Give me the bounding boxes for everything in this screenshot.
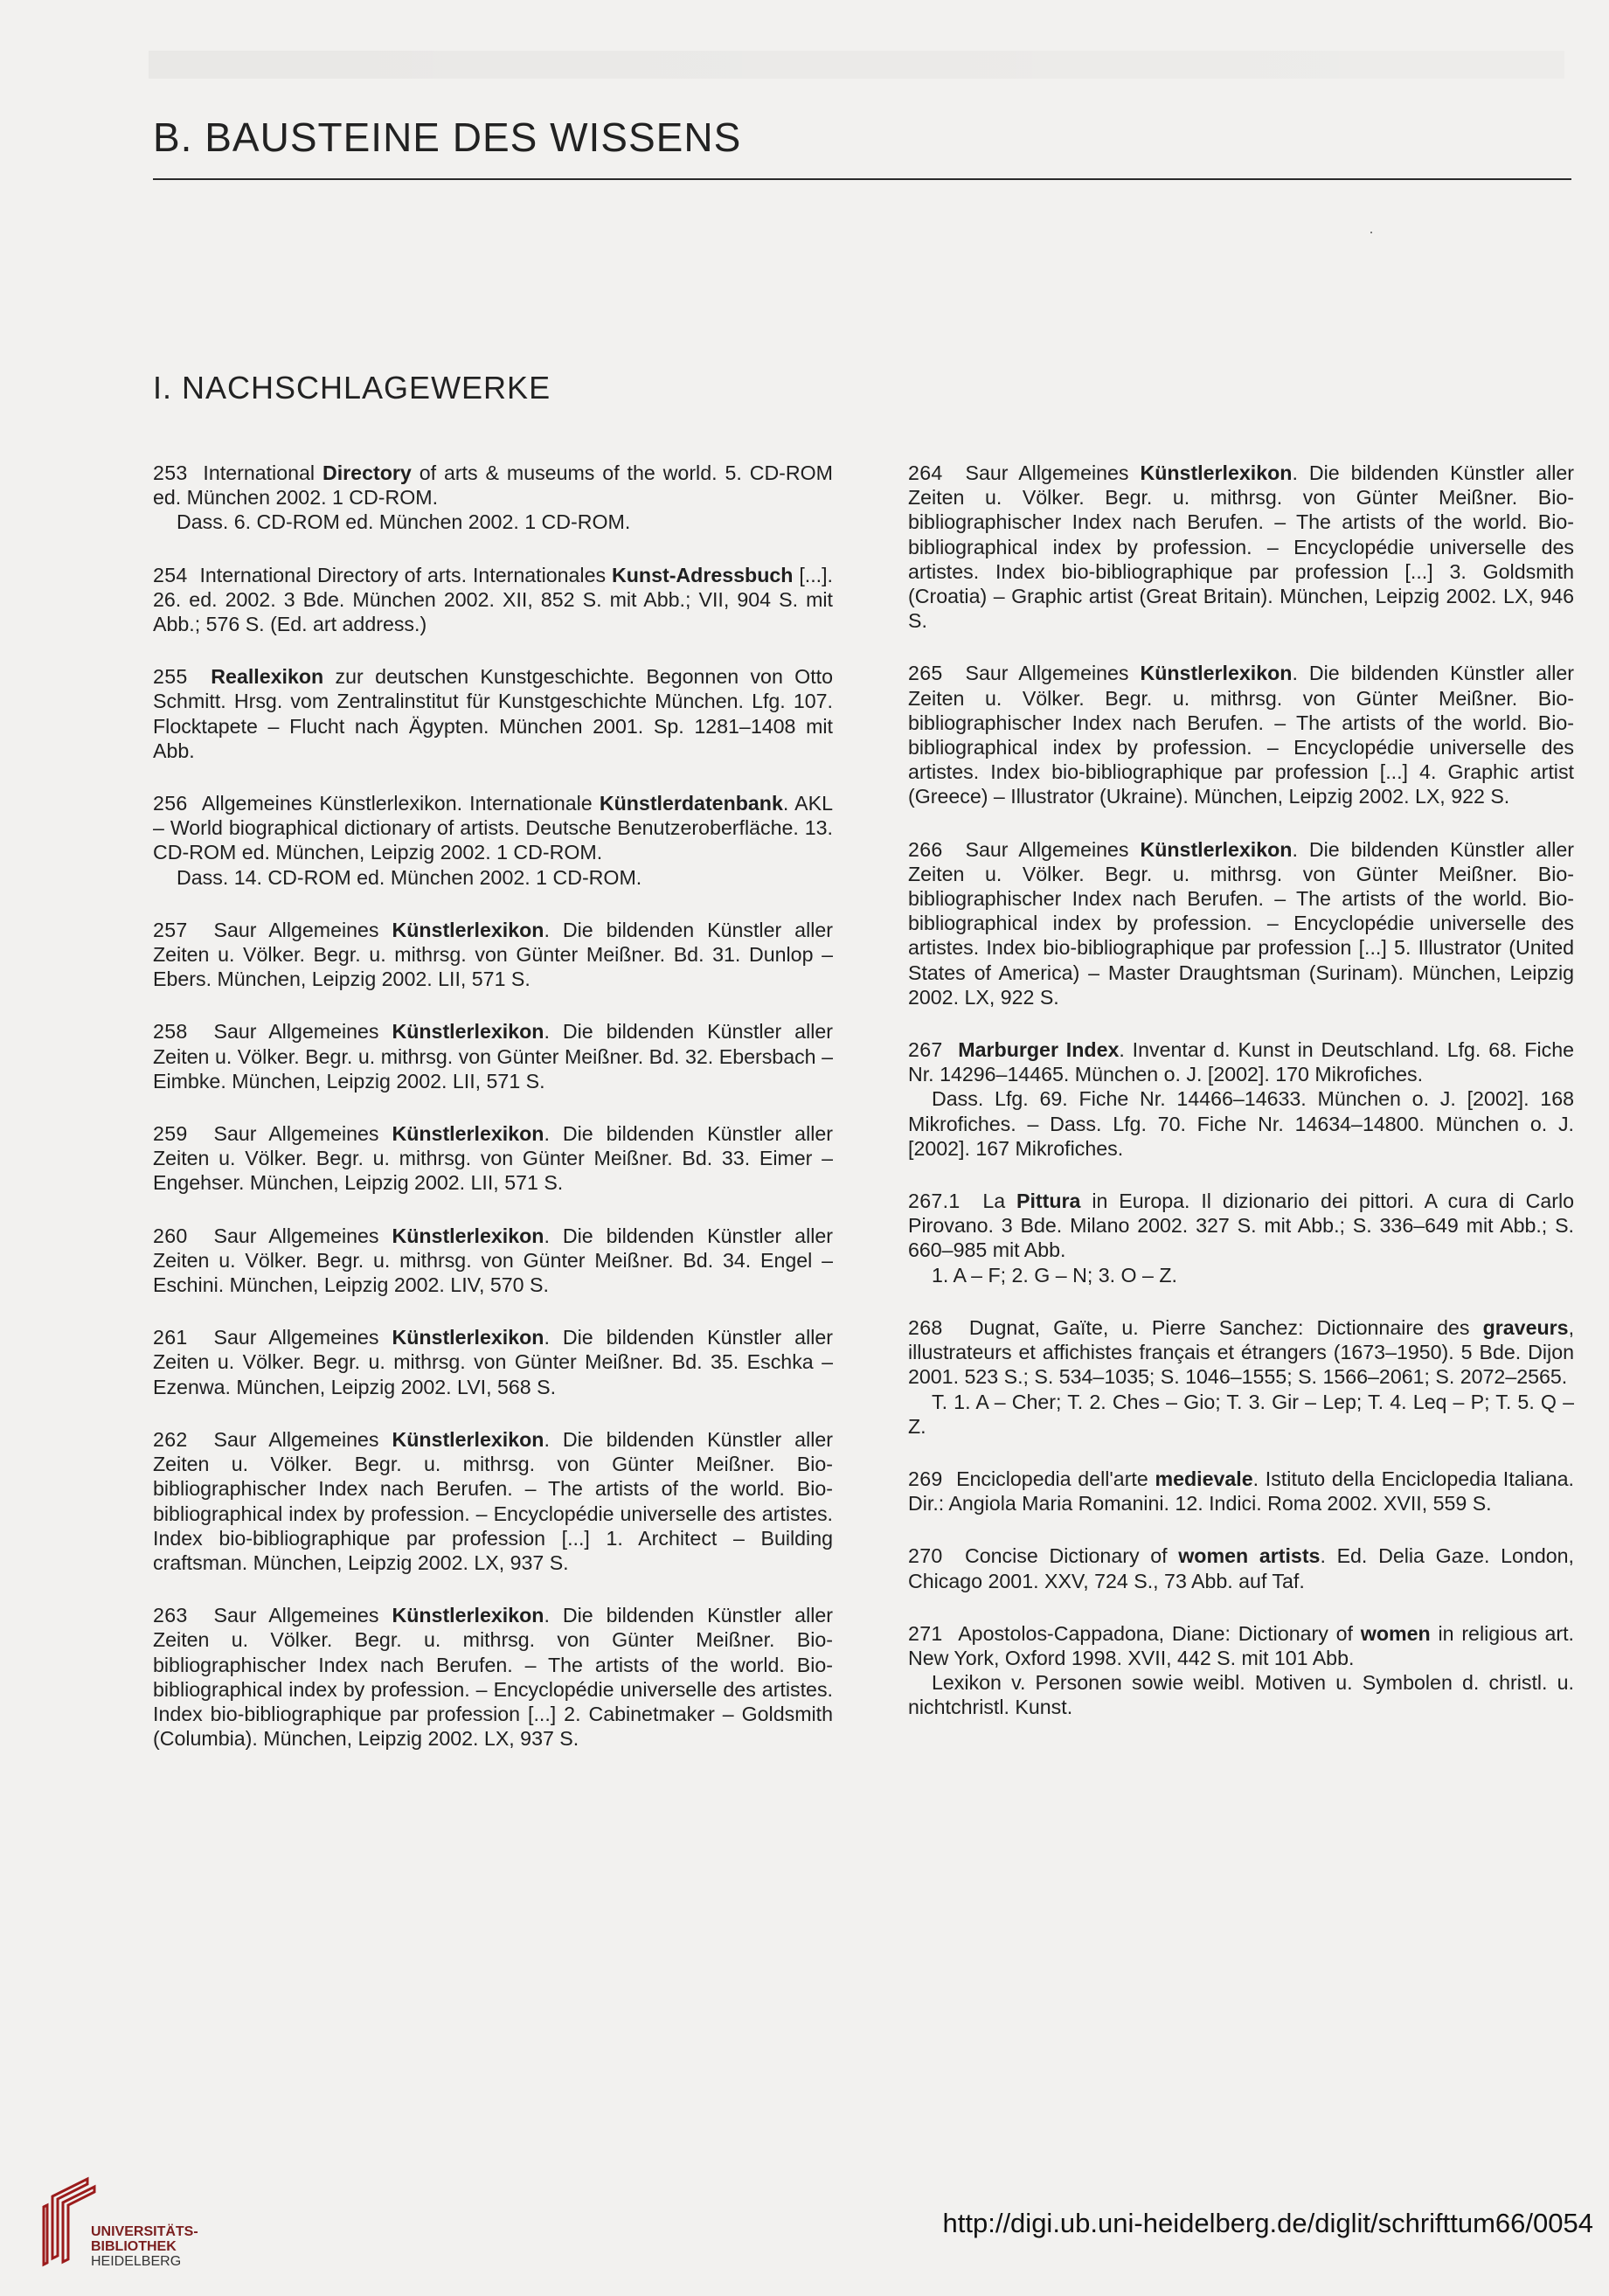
library-line2: BIBLIOTHEK xyxy=(91,2239,177,2254)
entry-number: 262 xyxy=(153,1427,188,1451)
entry-details: . Die bildenden Künstler aller Zeiten u. Völker. Begr. u. mithrsg. von Günter Meißner. Bd. 35. Eschka – Ezenwa. München, Leipzig 2002. LVI, 568 S. xyxy=(153,1326,833,1398)
entry-number: 270 xyxy=(908,1544,943,1568)
entry-number: 261 xyxy=(153,1326,188,1349)
entry-text xyxy=(908,837,1574,1009)
entry-number: 259 xyxy=(153,1122,188,1146)
entry-number: 266 xyxy=(908,837,943,861)
entry-details: . Istituto della Enciclopedia Italiana. Dir.: Angiola Maria Romanini. 12. Indici. Roma 2002. XVII, 559 S. xyxy=(908,1467,1574,1516)
entry-continuation: Dass. Lfg. 69. Fiche Nr. 14466–14633. München o. J. [2002]. 168 Mikrofiches. – Dass. Lfg. 70. Fiche Nr. 14634–14800. München o. J. [2002]. 167 Mikrofiches. xyxy=(908,1087,1574,1160)
entry-number: 253 xyxy=(153,461,188,484)
entry-details: . Ed. Delia Gaze. London, Chicago 2001. XXV, 724 S., 73 Abb. auf Taf. xyxy=(908,1544,1574,1592)
entry-continuation: 1. A – F; 2. G – N; 3. O – Z. xyxy=(932,1263,1177,1287)
section-title: I. NACHSCHLAGEWERKE xyxy=(153,370,551,406)
entry-details: . Die bildenden Künstler aller Zeiten u. Völker. Begr. u. mithrsg. von Günter Meißner. Bio-bibliographischer Index nach Berufen. – The artists of the world. Bio-bibliographical index by profession. – Encyclopédie universelle des artistes. Index bio-bibliographique par profession [...] 1. Architect – Building craftsman. München, Leipzig 2002. LX, 937 S. xyxy=(153,1427,833,1574)
entry-prefix: Allgemeines Künstlerlexikon. Internationale xyxy=(201,792,600,815)
entry-prefix: Apostolos-Cappadona, Diane: Dictionary of xyxy=(958,1621,1361,1645)
entry-keyword: Künstlerlexikon xyxy=(1140,461,1293,484)
entry-text xyxy=(153,1121,833,1196)
bibliography-entry xyxy=(908,1467,1574,1516)
entry-text xyxy=(153,664,833,763)
entry-details: . Die bildenden Künstler aller Zeiten u. Völker. Begr. u. mithrsg. von Günter Meißner. Bd. 34. Engel – Eschini. München, Leipzig 2002. LIV, 570 S. xyxy=(153,1224,833,1297)
entry-number: 263 xyxy=(153,1604,188,1627)
entry-details: . Die bildenden Künstler aller Zeiten u. Völker. Begr. u. mithrsg. von Günter Meißner. Bd. 33. Eimer – Engehser. München, Leipzig 2002. LII, 571 S. xyxy=(153,1122,833,1195)
entry-number: 255 xyxy=(153,665,188,689)
library-line3: HEIDELBERG xyxy=(91,2254,182,2269)
entry-text xyxy=(908,1189,1574,1263)
entry-number: 269 xyxy=(908,1467,943,1490)
entry-number: 257 xyxy=(153,918,188,941)
bibliography-entry xyxy=(153,1427,833,1575)
bibliography-entry xyxy=(908,1315,1574,1439)
entry-keyword: Künstlerlexikon xyxy=(1140,837,1293,861)
bibliography-entry xyxy=(153,918,833,992)
bibliography-entry xyxy=(908,1543,1574,1592)
entry-number: 258 xyxy=(153,1020,188,1044)
entry-text xyxy=(153,461,833,510)
bibliography-entry xyxy=(153,664,833,763)
entry-prefix: International Directory of arts. Internationales xyxy=(199,563,612,586)
entry-number: 267.1 xyxy=(908,1190,961,1213)
bibliography-entry xyxy=(153,1603,833,1751)
entry-text xyxy=(908,1037,1574,1086)
bibliography-entry xyxy=(908,837,1574,1009)
speck xyxy=(1370,232,1372,233)
entry-text xyxy=(153,791,833,865)
entry-prefix: Saur Allgemeines xyxy=(965,837,1141,861)
entry-details: . Die bildenden Künstler aller Zeiten u. Völker. Begr. u. mithrsg. von Günter Meißner. Bio-bibliographischer Index nach Berufen. – The artists of the world. Bio-bibliographical index by profession. – Encyclopédie universelle des artistes. Index bio-bibliographique par profession [...] 5. Illustrator (United States of America) – Master Draughtsman (Surinam). München, Leipzig 2002. LX, 922 S. xyxy=(908,837,1574,1009)
title-rule xyxy=(153,178,1571,180)
entry-keyword: Künstlerdatenbank xyxy=(599,792,783,815)
entry-prefix: Saur Allgemeines xyxy=(213,1604,392,1627)
entry-number: 268 xyxy=(908,1315,943,1339)
entry-prefix: Saur Allgemeines xyxy=(213,1020,392,1044)
entry-prefix: Saur Allgemeines xyxy=(213,1326,392,1349)
left-column xyxy=(153,461,833,1779)
bibliography-entry xyxy=(153,1121,833,1196)
entry-continuation: Lexikon v. Personen sowie weibl. Motiven u. Symbolen d. christl. u. nichtchristl. Kunst. xyxy=(908,1671,1574,1719)
entry-keyword: Künstlerlexikon xyxy=(392,1604,544,1627)
entry-prefix: International xyxy=(203,461,322,484)
bibliography-entry xyxy=(908,1621,1574,1720)
entry-keyword: Künstlerlexikon xyxy=(392,1326,544,1349)
entry-prefix: Saur Allgemeines xyxy=(213,1427,392,1451)
entry-keyword: Künstlerlexikon xyxy=(392,1427,544,1451)
entry-prefix: La xyxy=(982,1190,1016,1213)
entry-continuation: T. 1. A – Cher; T. 2. Ches – Gio; T. 3. Gir – Lep; T. 4. Leq – P; T. 5. Q – Z. xyxy=(908,1390,1574,1438)
entry-prefix: Saur Allgemeines xyxy=(213,1224,392,1247)
bibliography-entry xyxy=(153,791,833,890)
entry-prefix: Dugnat, Gaïte, u. Pierre Sanchez: Dictionnaire des xyxy=(968,1315,1483,1339)
bibliography-entry xyxy=(908,461,1574,633)
entry-details: . Die bildenden Künstler aller Zeiten u. Völker. Begr. u. mithrsg. von Günter Meißner. Bd. 31. Dunlop – Ebers. München, Leipzig 2002. LII, 571 S. xyxy=(153,918,833,991)
entry-keyword: Directory xyxy=(322,461,412,484)
entry-text xyxy=(908,461,1574,633)
entry-details: . AKL – World biographical dictionary of artists. Deutsche Benutzeroberfläche. 13. CD-ROM ed. München, Leipzig 2002. 1 CD-ROM. xyxy=(153,792,833,864)
entry-text xyxy=(908,1543,1574,1592)
entry-text xyxy=(153,1325,833,1399)
entry-number: 265 xyxy=(908,662,943,685)
bibliography-entry xyxy=(153,563,833,637)
entry-number: 256 xyxy=(153,792,188,815)
entry-text xyxy=(908,1621,1574,1670)
entry-number: 260 xyxy=(153,1224,188,1247)
entry-prefix: Enciclopedia dell'arte xyxy=(956,1467,1155,1490)
entry-continuation: Dass. 6. CD-ROM ed. München 2002. 1 CD-ROM. xyxy=(177,510,631,534)
entry-keyword: medievale xyxy=(1155,1467,1253,1490)
entry-details: , illustrateurs et affichistes français et étrangers (1673–1950). 5 Bde. Dijon 2001. 523 S.; S. 534–1035; S. 1046–1555; S. 1566–2061; S. 2072–2565. xyxy=(908,1315,1575,1389)
entry-text xyxy=(153,1427,833,1575)
bibliography-entry xyxy=(908,1037,1574,1161)
entry-number: 267 xyxy=(908,1038,943,1062)
entry-number: 264 xyxy=(908,461,943,484)
entry-details: in religious art. New York, Oxford 1998. XVII, 442 S. mit 101 Abb. xyxy=(908,1621,1574,1669)
right-column xyxy=(908,461,1574,1748)
entry-continuation: Dass. 14. CD-ROM ed. München 2002. 1 CD-ROM. xyxy=(177,865,642,889)
entry-keyword: Künstlerlexikon xyxy=(1140,662,1293,685)
source-url[interactable]: http://digi.ub.uni-heidelberg.de/diglit/schrifttum66/0054 xyxy=(942,2208,1593,2238)
entry-number: 271 xyxy=(908,1621,943,1645)
bibliography-entry xyxy=(153,461,833,535)
bibliography-entry xyxy=(908,661,1574,808)
entry-text xyxy=(153,918,833,992)
bibliography-entry xyxy=(153,1019,833,1093)
entry-prefix: Saur Allgemeines xyxy=(213,1122,392,1146)
entry-prefix: Saur Allgemeines xyxy=(965,461,1141,484)
entry-keyword: Künstlerlexikon xyxy=(392,1020,544,1044)
entry-keyword: Marburger Index xyxy=(958,1038,1120,1062)
entry-details: zur deutschen Kunstgeschichte. Begonnen von Otto Schmitt. Hrsg. vom Zentralinstitut für Kunstgeschichte München. Lfg. 107. Flocktapete – Flucht nach Ägypten. München 2001. Sp. 1281–1408 mit Abb. xyxy=(153,665,833,762)
entry-keyword: women artists xyxy=(1178,1544,1321,1568)
bleed-through-header xyxy=(149,51,1564,79)
entry-details: [...]. 26. ed. 2002. 3 Bde. München 2002. XII, 852 S. mit Abb.; VII, 904 S. mit Abb.; 576 S. (Ed. art address.) xyxy=(153,563,833,636)
entry-details: . Inventar d. Kunst in Deutschland. Lfg. 68. Fiche Nr. 14296–14465. München o. J. [2002]. 170 Mikrofiches. xyxy=(908,1038,1574,1086)
entry-text xyxy=(908,1315,1574,1390)
entry-number: 254 xyxy=(153,563,188,586)
entry-details: . Die bildenden Künstler aller Zeiten u. Völker. Begr. u. mithrsg. von Günter Meißner. Bd. 32. Ebersbach – Eimbke. München, Leipzig 2002. LII, 571 S. xyxy=(153,1020,833,1093)
library-name xyxy=(91,2224,198,2269)
page-title: B. BAUSTEINE DES WISSENS xyxy=(153,114,742,160)
bibliography-entry xyxy=(153,1325,833,1399)
entry-keyword: Künstlerlexikon xyxy=(392,1122,544,1146)
entry-details: in Europa. Il dizionario dei pittori. A cura di Carlo Pirovano. 3 Bde. Milano 2002. 327 S. mit Abb.; S. 336–649 mit Abb.; S. 660–985 mit Abb. xyxy=(908,1190,1574,1262)
entry-details: . Die bildenden Künstler aller Zeiten u. Völker. Begr. u. mithrsg. von Günter Meißner. Bio-bibliographischer Index nach Berufen. – The artists of the world. Bio-bibliographical index by profession. – Encyclopédie universelle des artistes. Index bio-bibliographique par profession [...] 2. Cabinetmaker – Goldsmith (Columbia). München, Leipzig 2002. LX, 937 S. xyxy=(153,1604,833,1751)
entry-keyword: Reallexikon xyxy=(211,665,324,689)
entry-text xyxy=(908,1467,1574,1516)
entry-details: . Die bildenden Künstler aller Zeiten u. Völker. Begr. u. mithrsg. von Günter Meißner. Bio-bibliographischer Index nach Berufen. – The artists of the world. Bio-bibliographical index by profession. – Encyclopédie universelle des artistes. Index bio-bibliographique par profession [...] 3. Goldsmith (Croatia) – Graphic artist (Great Britain). München, Leipzig 2002. LX, 946 S. xyxy=(908,461,1574,633)
entry-text xyxy=(908,661,1574,808)
entry-keyword: Künstlerlexikon xyxy=(392,1224,544,1247)
entry-text xyxy=(153,563,833,637)
entry-prefix: Saur Allgemeines xyxy=(213,918,392,941)
entry-keyword: Künstlerlexikon xyxy=(392,918,544,941)
entry-prefix: Saur Allgemeines xyxy=(965,662,1141,685)
bibliography-entry xyxy=(153,1224,833,1298)
entry-prefix: Concise Dictionary of xyxy=(964,1544,1179,1568)
entry-text xyxy=(153,1603,833,1751)
entry-text xyxy=(153,1224,833,1298)
entry-keyword: Pittura xyxy=(1016,1190,1081,1213)
entry-text xyxy=(153,1019,833,1093)
entry-details: . Die bildenden Künstler aller Zeiten u. Völker. Begr. u. mithrsg. von Günter Meißner. Bio-bibliographischer Index nach Berufen. – The artists of the world. Bio-bibliographical index by profession. – Encyclopédie universelle des artistes. Index bio-bibliographique par profession [...] 4. Graphic artist (Greece) – Illustrator (Ukraine). München, Leipzig 2002. LX, 922 S. xyxy=(908,662,1574,808)
entry-keyword: women xyxy=(1360,1621,1431,1645)
entry-keyword: graveurs xyxy=(1482,1315,1569,1339)
entry-keyword: Kunst-Adressbuch xyxy=(612,563,794,586)
bibliography-entry xyxy=(908,1189,1574,1287)
library-line1: UNIVERSITÄTS- xyxy=(91,2224,198,2239)
entry-details: of arts & museums of the world. 5. CD-ROM ed. München 2002. 1 CD-ROM. xyxy=(153,461,834,510)
